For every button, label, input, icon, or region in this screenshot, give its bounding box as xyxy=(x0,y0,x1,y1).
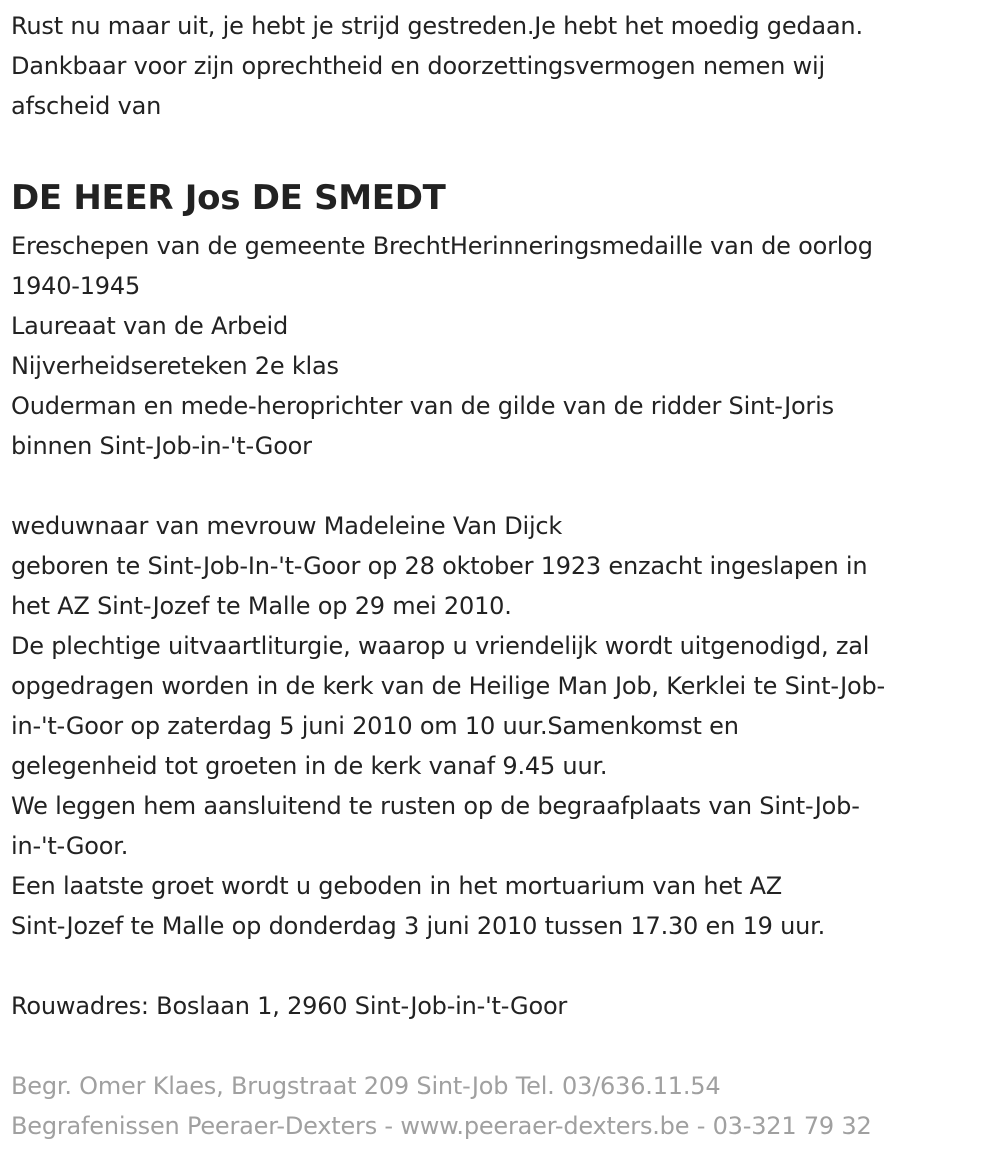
body-line: opgedragen worden in de kerk van de Heilige Man Job, Kerklei te Sint-Job- xyxy=(11,672,886,700)
spacer xyxy=(11,126,996,166)
intro-text xyxy=(11,6,996,126)
title-line: 1940-1945 xyxy=(11,272,141,300)
body-line: geboren te Sint-Job-In-'t-Goor op 28 oktober 1923 enzacht ingeslapen in xyxy=(11,552,868,580)
spacer xyxy=(11,1026,996,1066)
titles-list xyxy=(11,226,996,466)
body-line: in-'t-Goor op zaterdag 5 juni 2010 om 10 uur.Samenkomst en xyxy=(11,712,739,740)
body-line: We leggen hem aansluitend te rusten op de begraafplaats van Sint-Job- xyxy=(11,792,860,820)
body-line: Een laatste groet wordt u geboden in het mortuarium van het AZ xyxy=(11,872,783,900)
body-line: gelegenheid tot groeten in de kerk vanaf 9.45 uur. xyxy=(11,752,608,780)
body-line: Sint-Jozef te Malle op donderdag 3 juni 2010 tussen 17.30 en 19 uur. xyxy=(11,912,826,940)
mourning-address: Rouwadres: Boslaan 1, 2960 Sint-Job-in-'t-Goor xyxy=(11,992,568,1020)
intro-line: Rust nu maar uit, je hebt je strijd gestreden.Je hebt het moedig gedaan. xyxy=(11,12,863,40)
spacer xyxy=(11,946,996,986)
title-line: Nijverheidsereteken 2e klas xyxy=(11,352,339,380)
body-line: in-'t-Goor. xyxy=(11,832,129,860)
body-line: De plechtige uitvaartliturgie, waarop u vriendelijk wordt uitgenodigd, zal xyxy=(11,632,870,660)
funeral-home-line: Begr. Omer Klaes, Brugstraat 209 Sint-Job Tel. 03/636.11.54 xyxy=(11,1072,721,1100)
body-line: weduwnaar van mevrouw Madeleine Van Dijck xyxy=(11,512,563,540)
obituary-body xyxy=(11,506,996,946)
title-line: binnen Sint-Job-in-'t-Goor xyxy=(11,432,312,460)
title-line: Ereschepen van de gemeente BrechtHerinneringsmedaille van de oorlog xyxy=(11,232,873,260)
intro-line: afscheid van xyxy=(11,92,162,120)
body-line: het AZ Sint-Jozef te Malle op 29 mei 2010. xyxy=(11,592,512,620)
deceased-name: DE HEER Jos DE SMEDT xyxy=(11,178,446,218)
funeral-home-footer xyxy=(11,1066,996,1146)
obituary-notice xyxy=(11,6,996,1146)
funeral-home-line: Begrafenissen Peeraer-Dexters - www.peeraer-dexters.be - 03-321 79 32 xyxy=(11,1112,872,1140)
title-line: Laureaat van de Arbeid xyxy=(11,312,289,340)
spacer xyxy=(11,466,996,506)
title-line: Ouderman en mede-heroprichter van de gilde van de ridder Sint-Joris xyxy=(11,392,834,420)
intro-line: Dankbaar voor zijn oprechtheid en doorzettingsvermogen nemen wij xyxy=(11,52,825,80)
